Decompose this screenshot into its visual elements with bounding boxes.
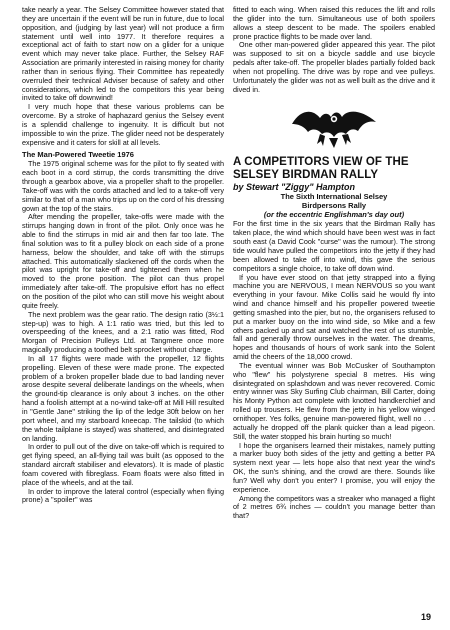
article-paragraph: After mending the propeller, take-offs were made with the stirrups hanging down in front of the pilot. Only once was he able to find the stirrups in mid air and then far too late. The final solution was to fit a pulley block on each side of a prone harness, below the shoulder, and take off with the stirrups attached. This automatically slackened off the cords when the pilot was upright for take-off and tightened them when he moved to the prone position. The pilot can thus propel immediately after take-off. The propulsive effort has no effect on the position of the pilot who can still move his weight about quite freely.	[22, 212, 224, 310]
article-paragraph: Among the competitors was a streaker who managed a flight of 2 metres 6¾ inches — couldn't you manage better than that?	[233, 493, 435, 521]
article-paragraph: take nearly a year. The Selsey Committee however stated that they are uncertain if the event will be run in future, due to local opposition, and (judging by last year) will not produce a firm statement until well into 1977. It therefore requires a exceptional act of faith to start now on a glider for a unique event which may never take place. Further, the Selsey RAF Association are primarily interested in raising money for charity rather than in serious flying. Their Committee has repeatedly overruled their technical Adviser because of safety and other considerations, which led to the competitors this year being invited to take off downwind!	[22, 5, 224, 103]
event-title-line-2: Birdpersons Rally	[301, 201, 367, 211]
birdman-illustration-icon	[290, 104, 378, 150]
right-column	[233, 6, 435, 521]
event-tagline: (or the eccentric Englishman's day out)	[263, 210, 405, 220]
article-paragraph: I very much hope that these various problems can be overcome. By a stroke of haphazard genius the Selsey event is a splendid challenge to ingenuity. It is difficult but not impossible to win the prize. The glider need not be desperately expensive and it caters for skill at all levels.	[22, 102, 224, 147]
article-paragraph: The eventual winner was Bob McCusker of Southampton who "flew" his polystyrene special 8 metres. His wing disintegrated on splashdown and was never recovered. Comic entry winner was Sky Surfing Club chairman, Bill Carter, doing his Monty Python act complete with knotted handkerchief and rolled up trousers. He flew from the jetty in his yellow winged ornithoper. Yes folks, genuine man-powered flight, well no . . . actually he dropped off the plank quicker than a lead pigeon. Still, the water stopped his brain hurting so much!	[233, 360, 435, 441]
left-column	[22, 6, 224, 505]
article-paragraph: The 1975 original scheme was for the pilot to fly seated with each boot in a cord stirrup, the cords transmitting the drive through a gearbox above, via a propeller shaft to the propeller. Take-off was with the cords attached and led to a take-off very similar to that of a man who trips up on the cord of his dressing gown at the top of the stairs.	[22, 159, 224, 213]
article-paragraph: I hope the organisers learned their mistakes, namely putting a marker buoy both sides of the jetty and getting a better PA system next year — lets hope also that next year the wind's OK, the sun's shining, and the crowd are there. Sounds like fun? Well why don't you enter? I promise, you will enjoy the experience.	[233, 440, 435, 494]
article-paragraph: In order to pull out of the dive on take-off which is required to get flying speed, an all-flying tail was built (as opposed to the standard aircraft stabiliser and elevators). It is made of plastic foam covered with fibreglass. Foam floats were also fitted in place of the wheels, and at the tail.	[22, 442, 224, 487]
byline: by Stewart "Ziggy" Hampton	[233, 182, 356, 193]
article-paragraph: For the first time in the six years that the Birdman Rally has taken place, the wind which should have been west was in fact south east (a David Cook "curse" was the rumour). The strong tide would have pulled the competitors into the jetty if they had been allowed to take off into wind, this gave the serious competitors a single choice, to take off down wind.	[233, 219, 435, 273]
section-subheading: The Man-Powered Tweetie 1976	[22, 149, 134, 159]
article-paragraph: fitted to each wing. When raised this reduces the lift and rolls the glider into the turn. Simultaneous use of both spoilers allows a steep descent to be made. The spoilers enabled prone practice flights to be made over land.	[233, 5, 435, 41]
article-paragraph: If you have ever stood on that jetty strapped into a flying machine you are NERVOUS, I mean NERVOUS so you want everything in your favour. Mike Collis said he would fly into wind and chance himself and his propeller powered tweetie getting smashed into the pier, but no, the organisers refused to put a marker buoy on the into wind side, so Mike and a few others packed up and sat and watched the rest of us stumble, fall and generally throw ourselves in the water. The dreams, hopes and thousands of hours of work sank into the Solent amid the cheers of the 18,000 crowd.	[233, 272, 435, 362]
article-headline: A COMPETITORS VIEW OF THE SELSEY BIRDMAN RALLY	[233, 156, 409, 181]
article-paragraph: The next problem was the gear ratio. The design ratio (3½:1 step-up) was to high. A 1:1 ratio was tried, but this led to overspeeding of the knees, and a 2:1 ratio was fitted, Rod Morgan of Precision Pulleys Ltd. at Tangmere once more magically producing a toothed belt sprocket without charge.	[22, 309, 224, 355]
event-title-line-1: The Sixth International Selsey	[280, 192, 388, 202]
article-paragraph: In order to improve the lateral control (especially when flying prone) a "spoiler" was	[22, 486, 224, 505]
article-paragraph: One other man-powered glider appeared this year. The pilot was supposed to sit on a bicycle saddle and use bicycle pedals after take-off. The propeller blades partially folded back when not propelling. The drive was by rope and vee pulleys. Unfortunately the glider was not as well built as the drive and it dived in.	[233, 40, 435, 94]
page-number: 19	[421, 612, 432, 622]
article-paragraph: In all 17 flights were made with the propeller, 12 flights propelling. Eleven of these were made prone. The expected problem of a broken propeller blade due to bad landing never arose despite several deliberate landings on the wheels, when the ground-tip clearance is only about 3 inches. on the other hand a foolish attempt at a no-wind take-off at Mill Hill resulted in "Gentle Jane" striking the lip of the ledge 30ft below on her port wheel, and my starboard kneecap. The tailskid (to which the whole tailplane is stayed) was shattered, and disintegrated on landing.	[22, 353, 224, 443]
